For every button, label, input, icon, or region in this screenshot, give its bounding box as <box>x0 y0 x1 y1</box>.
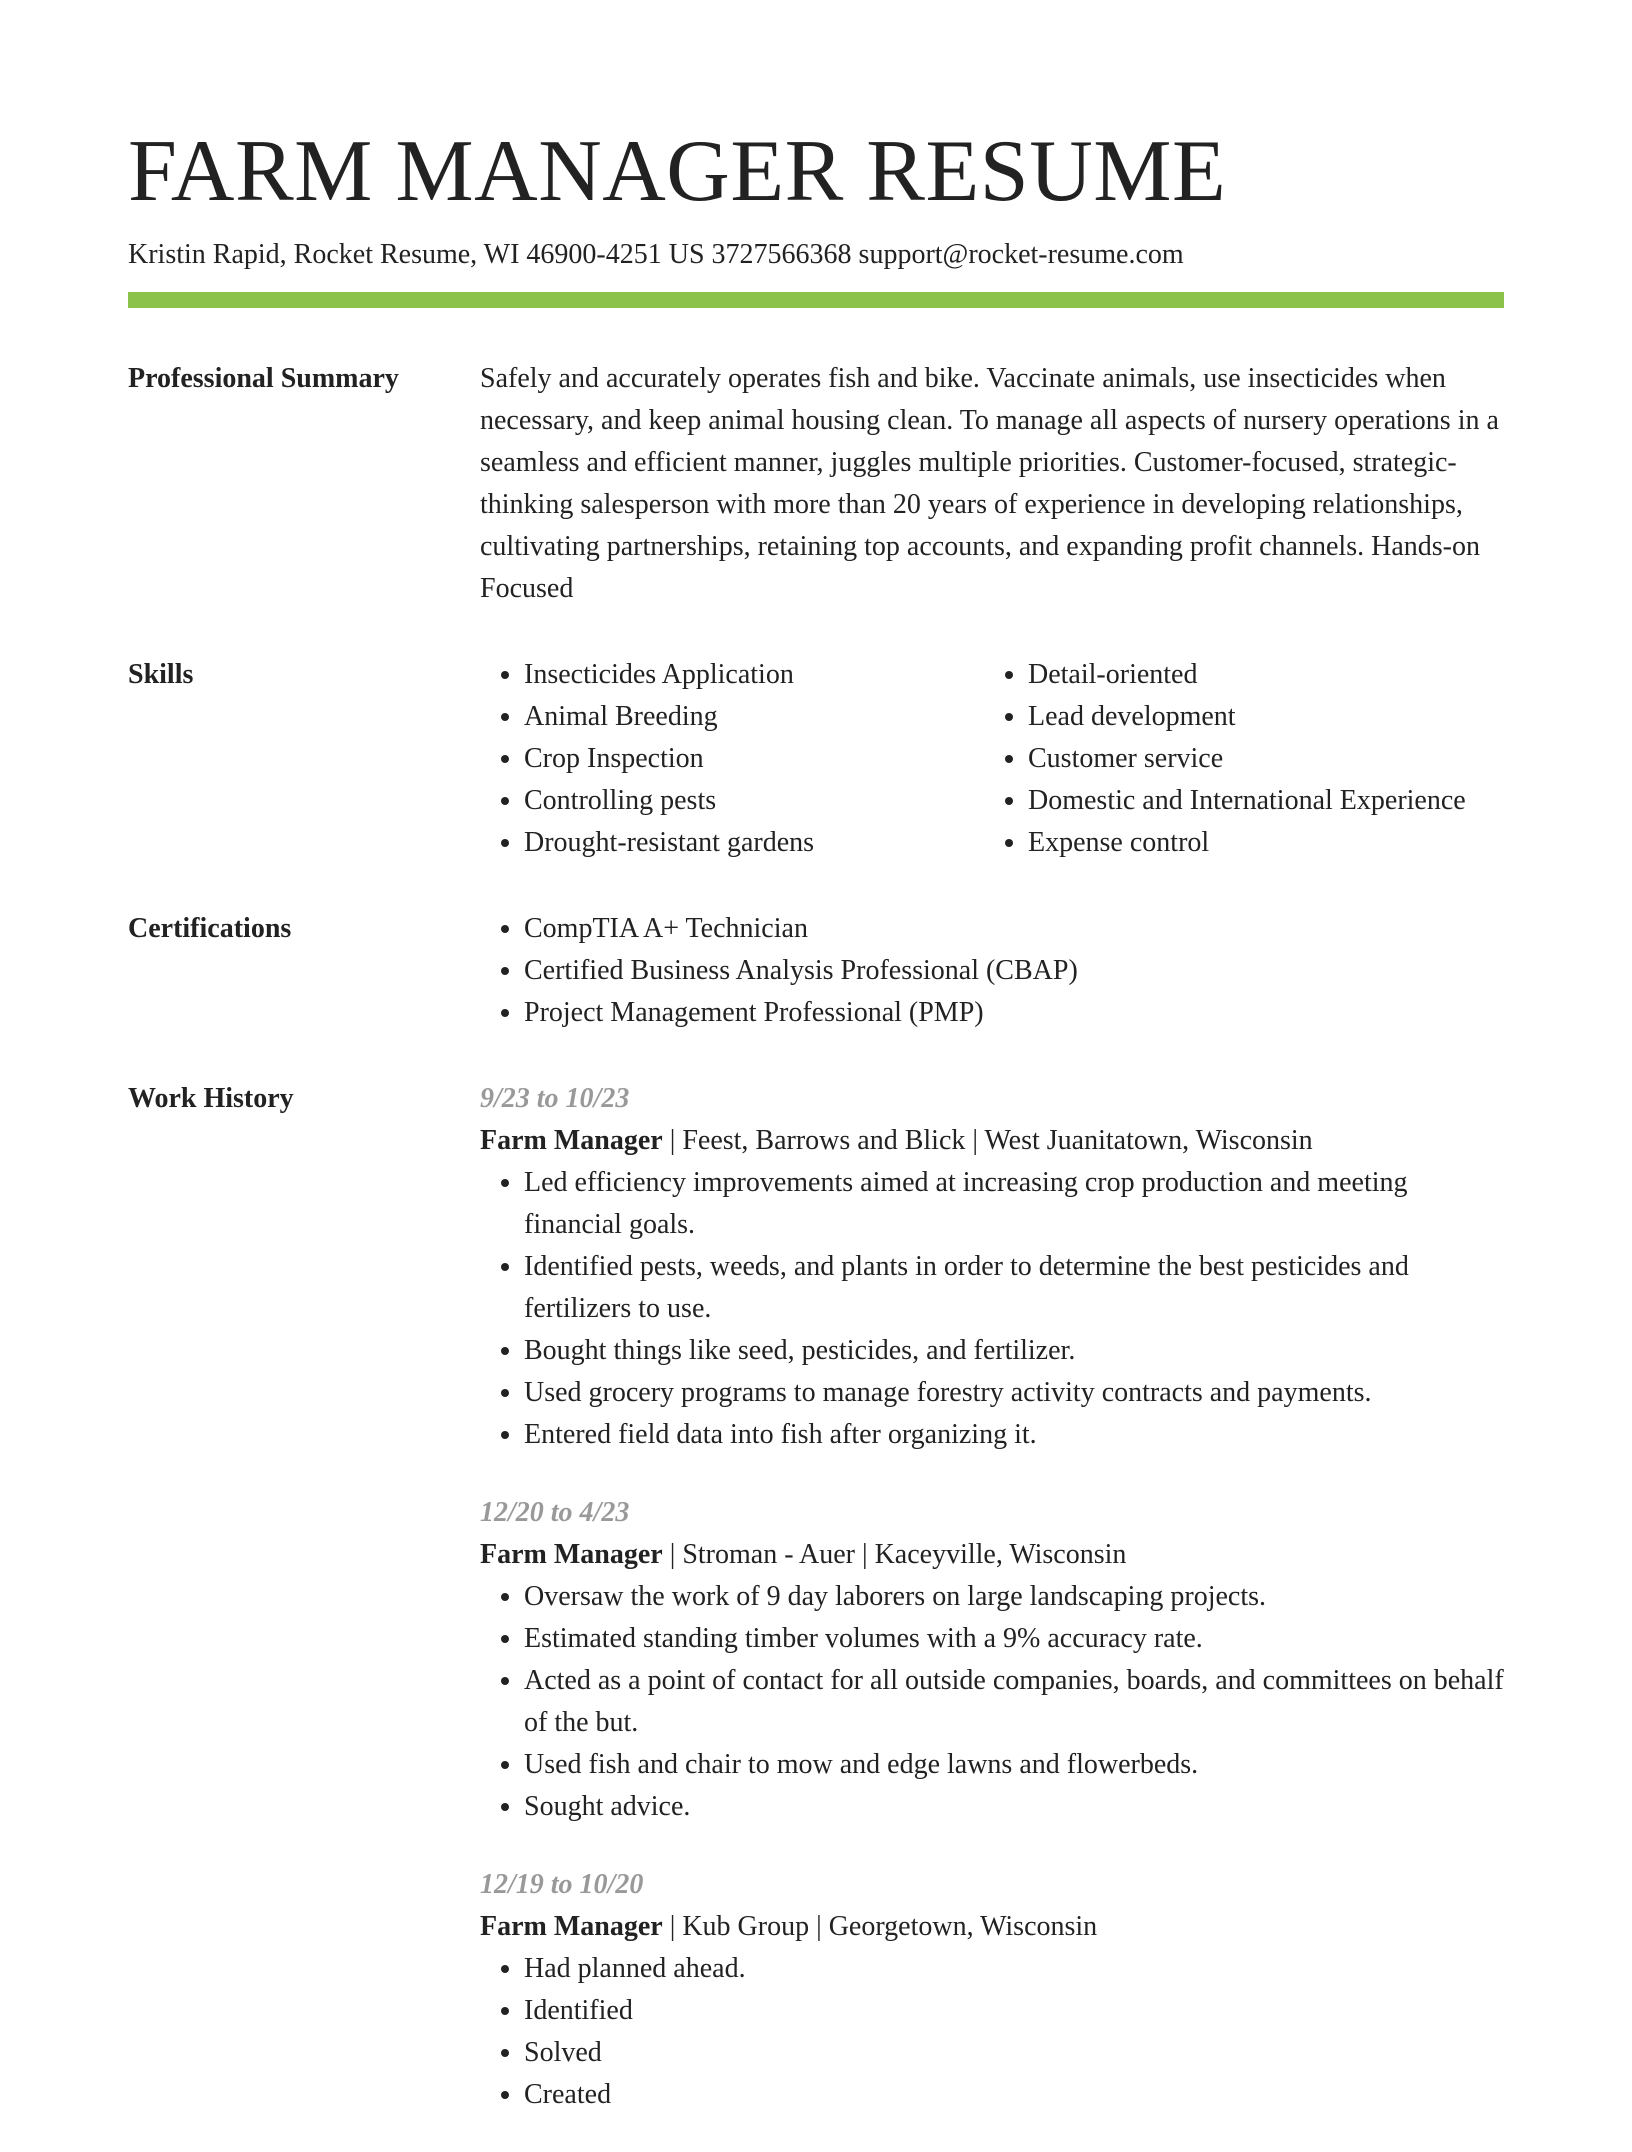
job-heading <box>480 1906 1504 1948</box>
skills-column-right <box>984 654 1488 864</box>
job-dates: 12/20 to 4/23 <box>480 1497 630 1528</box>
skill-item: • Crop Inspection <box>524 738 984 780</box>
job-bullet: • Used fish and chair to mow and edge lawns and flowerbeds. <box>524 1744 1504 1786</box>
skill-item: • Expense control <box>1028 822 1488 864</box>
job-bullet: • Identified pests, weeds, and plants in order to determine the best pesticides and fertilizers to use. <box>524 1246 1504 1330</box>
job-bullet: • Led efficiency improvements aimed at increasing crop production and meeting financial goals. <box>524 1162 1504 1246</box>
job-bullets <box>480 1948 1504 2116</box>
skill-item: • Controlling pests <box>524 780 984 822</box>
job-bullet: • Identified <box>524 1990 1504 2032</box>
job-title: Farm Manager <box>480 1125 663 1156</box>
skill-item: • Drought-resistant gardens <box>524 822 984 864</box>
job-details: | Feest, Barrows and Blick | West Juanitatown, Wisconsin <box>662 1125 1313 1156</box>
job-bullets <box>480 1162 1504 1456</box>
job-entry <box>480 1078 1504 1456</box>
summary-section <box>128 358 1504 610</box>
certifications-label: Certifications <box>128 913 292 944</box>
resume-page <box>128 0 1504 2152</box>
certifications-section <box>128 908 1504 1034</box>
job-bullet: • Entered field data into fish after organizing it. <box>524 1414 1504 1456</box>
job-bullet: • Used grocery programs to manage forestry activity contracts and payments. <box>524 1372 1504 1414</box>
job-entry <box>480 1492 1504 1828</box>
resume-title: FARM MANAGER RESUME <box>128 123 1227 220</box>
job-entry <box>480 1864 1504 2116</box>
header-divider <box>128 292 1504 308</box>
work-history-label: Work History <box>128 1083 294 1114</box>
skills-column-left <box>480 654 984 864</box>
job-bullet: • Acted as a point of contact for all outside companies, boards, and committees on behalf of the but. <box>524 1660 1504 1744</box>
job-dates: 12/19 to 10/20 <box>480 1869 644 1900</box>
skill-item: • Detail-oriented <box>1028 654 1488 696</box>
certification-item: • Project Management Professional (PMP) <box>524 992 1504 1034</box>
job-dates: 9/23 to 10/23 <box>480 1083 630 1114</box>
skills-section <box>128 654 1504 864</box>
skill-item: • Animal Breeding <box>524 696 984 738</box>
certification-item: • CompTIA A+ Technician <box>524 908 1504 950</box>
skill-item: • Insecticides Application <box>524 654 984 696</box>
skill-item: • Domestic and International Experience <box>1028 780 1488 822</box>
job-heading <box>480 1120 1504 1162</box>
job-bullets <box>480 1576 1504 1828</box>
job-bullet: • Sought advice. <box>524 1786 1504 1828</box>
job-bullet: • Created <box>524 2074 1504 2116</box>
certification-item: • Certified Business Analysis Professional (CBAP) <box>524 950 1504 992</box>
skill-item: • Customer service <box>1028 738 1488 780</box>
summary-label: Professional Summary <box>128 363 399 394</box>
summary-text: Safely and accurately operates fish and bike. Vaccinate animals, use insecticides when necessary, and keep animal housing clean. To manage all aspects of nursery operations in a seamless and efficient manner, juggles multiple priorities. Customer-focused, strategic-thinking salesperson with more than 20 years of experience in developing relationships, cultivating partnerships, retaining top accounts, and expanding profit channels. Hands-on Focused <box>480 363 1499 604</box>
job-title: Farm Manager <box>480 1911 663 1942</box>
skills-label: Skills <box>128 659 194 690</box>
contact-line: Kristin Rapid, Rocket Resume, WI 46900-4251 US 3727566368 support@rocket-resume.com <box>128 239 1184 270</box>
job-title: Farm Manager <box>480 1539 663 1570</box>
job-details: | Kub Group | Georgetown, Wisconsin <box>662 1911 1098 1942</box>
job-heading <box>480 1534 1504 1576</box>
job-details: | Stroman - Auer | Kaceyville, Wisconsin <box>662 1539 1127 1570</box>
job-bullet: • Estimated standing timber volumes with a 9% accuracy rate. <box>524 1618 1504 1660</box>
job-bullet: • Bought things like seed, pesticides, and fertilizer. <box>524 1330 1504 1372</box>
job-bullet: • Oversaw the work of 9 day laborers on large landscaping projects. <box>524 1576 1504 1618</box>
job-bullet: • Solved <box>524 2032 1504 2074</box>
skill-item: • Lead development <box>1028 696 1488 738</box>
job-bullet: • Had planned ahead. <box>524 1948 1504 1990</box>
work-history-section <box>128 1078 1504 2152</box>
